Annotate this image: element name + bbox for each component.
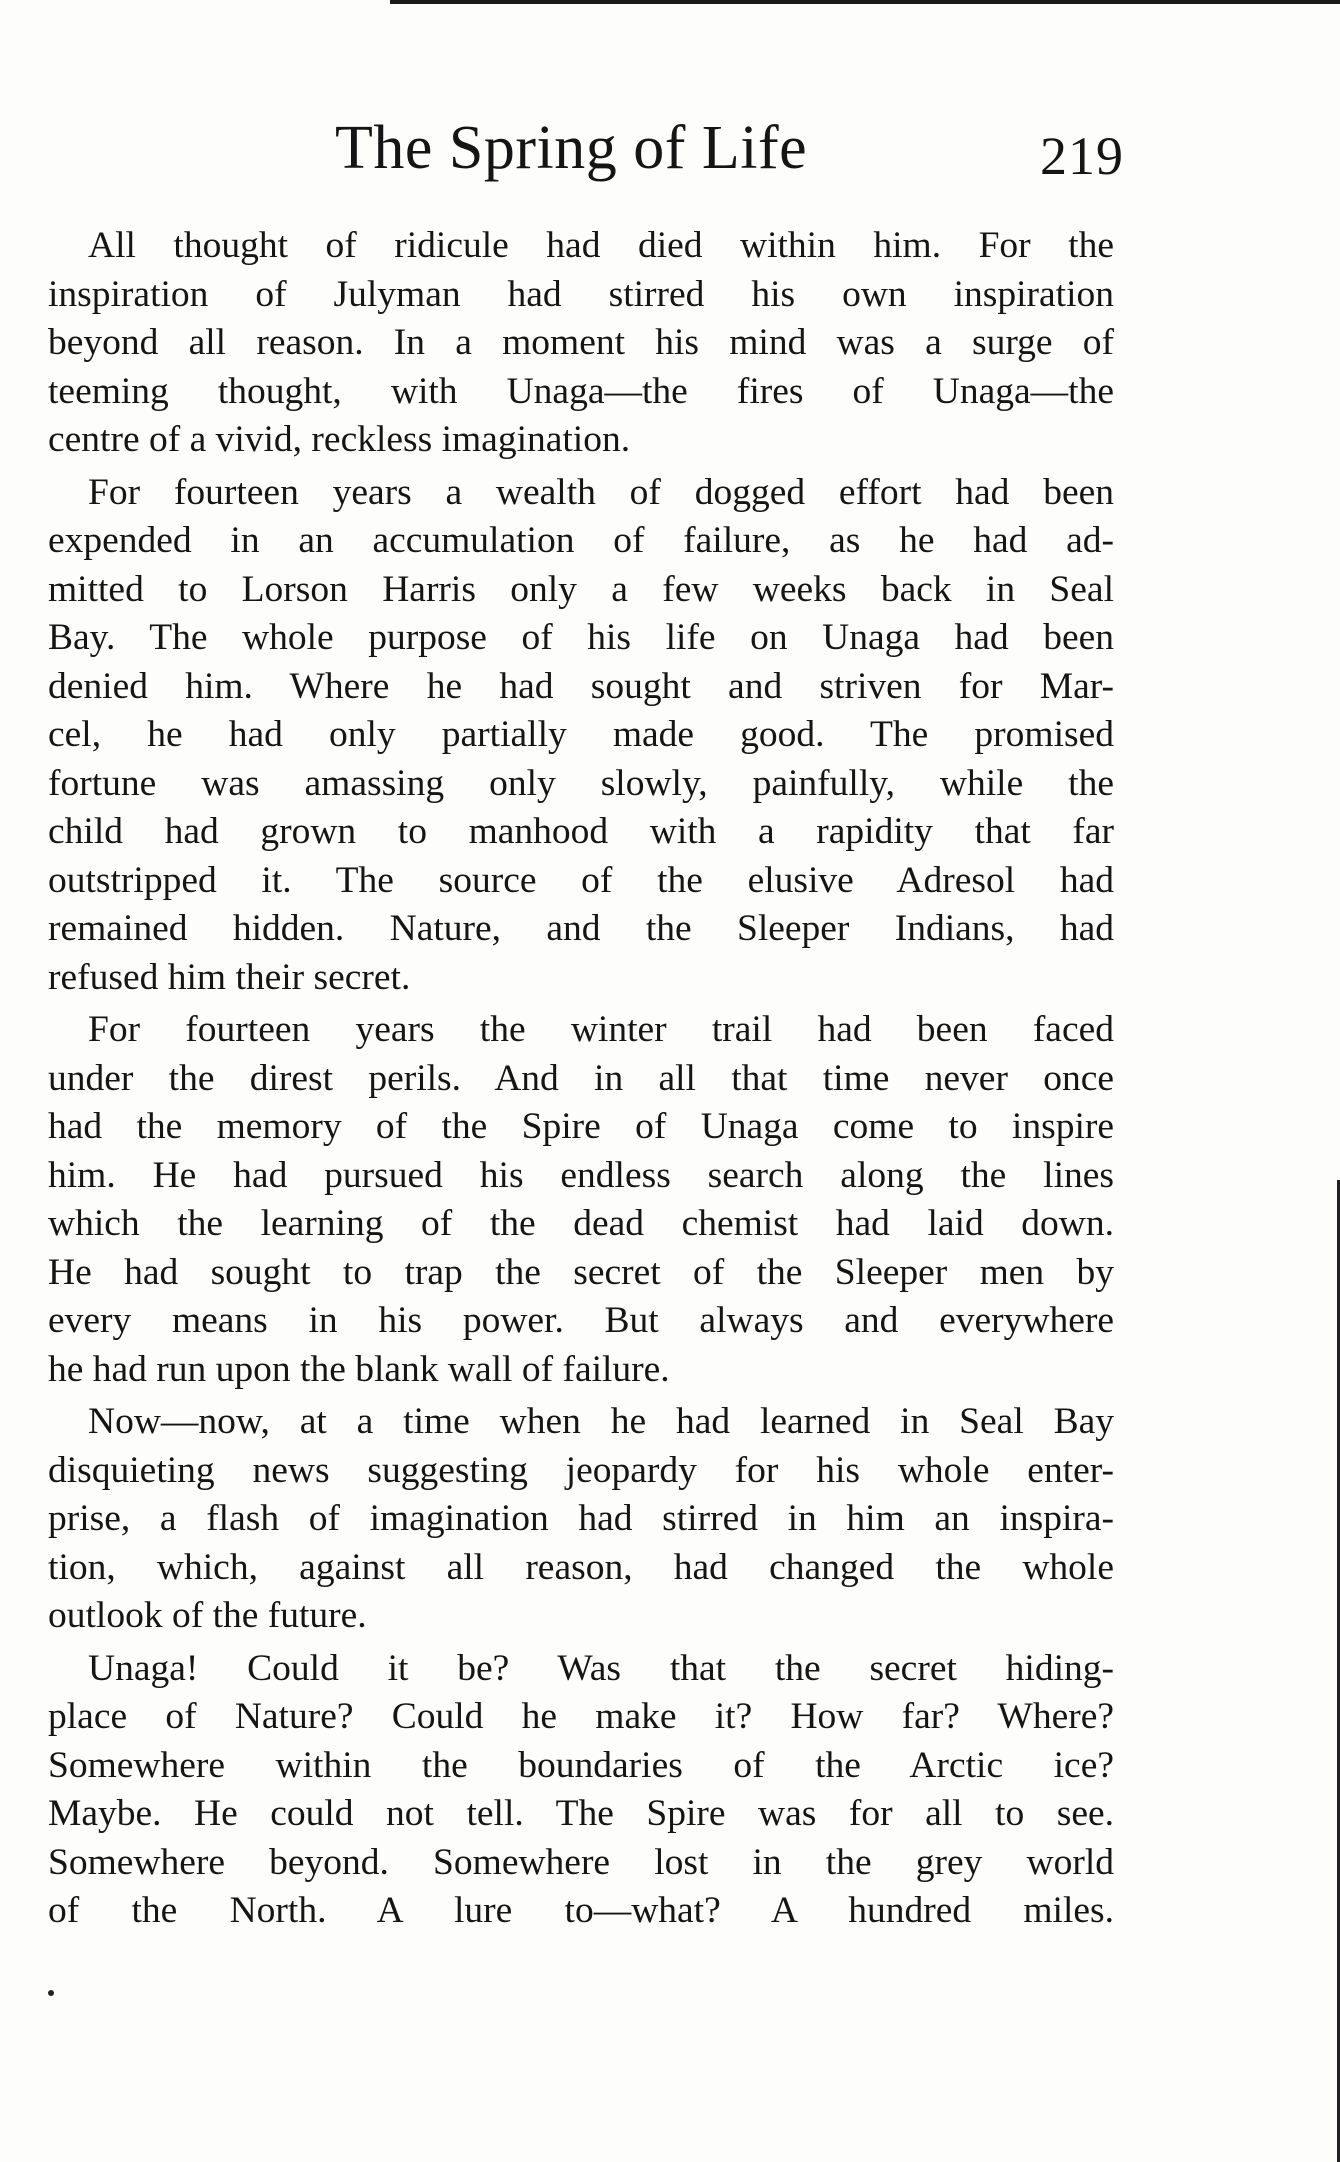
text-line: Unaga! Could it be? Was that the secret hiding- xyxy=(88,1647,1114,1689)
text-line: Somewhere within the boundaries of the Arctic ice? xyxy=(48,1744,1114,1786)
text-line: him. He had pursued his endless search along the lines xyxy=(48,1154,1114,1196)
text-line: which the learning of the dead chemist had laid down. xyxy=(48,1203,1114,1244)
text-line: had the memory of the Spire of Unaga come to inspire xyxy=(48,1106,1114,1147)
text-line: fortune was amassing only slowly, painfully, while the xyxy=(48,762,1114,804)
text-line: mitted to Lorson Harris only a few weeks back in Seal xyxy=(48,568,1114,610)
text-line: disquieting news suggesting jeopardy for his whole enter- xyxy=(48,1449,1114,1491)
text-line: prise, a flash of imagination had stirred in him an inspira- xyxy=(48,1498,1114,1539)
text-line: place of Nature? Could he make it? How far? Where? xyxy=(48,1696,1114,1737)
text-line: All thought of ridicule had died within him. For the xyxy=(88,225,1114,266)
text-line: outlook of the future. xyxy=(48,1595,367,1636)
text-line: inspiration of Julyman had stirred his own inspiration xyxy=(48,273,1114,315)
page-number: 219 xyxy=(1040,126,1124,186)
page-top-edge xyxy=(390,0,1340,4)
text-line: beyond all reason. In a moment his mind was a surge of xyxy=(48,322,1114,363)
text-line: He had sought to trap the secret of the Sleeper men by xyxy=(48,1251,1114,1293)
text-line: child had grown to manhood with a rapidity that far xyxy=(48,811,1114,852)
text-line: he had run upon the blank wall of failure. xyxy=(48,1348,670,1390)
page-header xyxy=(0,108,1340,188)
paragraph xyxy=(48,1006,1114,1394)
paragraph xyxy=(48,1398,1114,1641)
text-line: denied him. Where he had sought and striven for Mar- xyxy=(48,665,1114,707)
text-line: tion, which, against all reason, had changed the whole xyxy=(48,1546,1114,1588)
text-line: Now—now, at a time when he had learned in Seal Bay xyxy=(88,1401,1114,1442)
text-line: Somewhere beyond. Somewhere lost in the grey world xyxy=(48,1841,1114,1883)
text-line: For fourteen years a wealth of dogged effort had been xyxy=(88,471,1114,513)
text-line: Bay. The whole purpose of his life on Unaga had been xyxy=(48,617,1114,658)
text-line: refused him their secret. xyxy=(48,956,411,998)
text-line: of the North. A lure to—what? A hundred miles. xyxy=(48,1890,1114,1931)
text-line: centre of a vivid, reckless imagination. xyxy=(48,419,631,460)
text-line: cel, he had only partially made good. The promised xyxy=(48,714,1114,755)
text-line: For fourteen years the winter trail had been faced xyxy=(88,1009,1114,1050)
stray-ink-dot xyxy=(48,1990,54,1996)
paragraph xyxy=(48,469,1114,1003)
text-line: Maybe. He could not tell. The Spire was for all to see. xyxy=(48,1793,1114,1834)
text-line: teeming thought, with Unaga—the fires of Unaga—the xyxy=(48,370,1114,412)
text-line: expended in an accumulation of failure, as he had ad- xyxy=(48,520,1114,561)
text-line: remained hidden. Nature, and the Sleeper Indians, had xyxy=(48,908,1114,949)
text-line: outstripped it. The source of the elusive Adresol had xyxy=(48,859,1114,901)
text-line: under the direst perils. And in all that time never once xyxy=(48,1057,1114,1099)
body-text xyxy=(48,222,1114,1940)
running-title: The Spring of Life xyxy=(335,114,808,182)
paragraph xyxy=(48,1645,1114,1936)
text-line: every means in his power. But always and everywhere xyxy=(48,1300,1114,1341)
paragraph xyxy=(48,222,1114,465)
